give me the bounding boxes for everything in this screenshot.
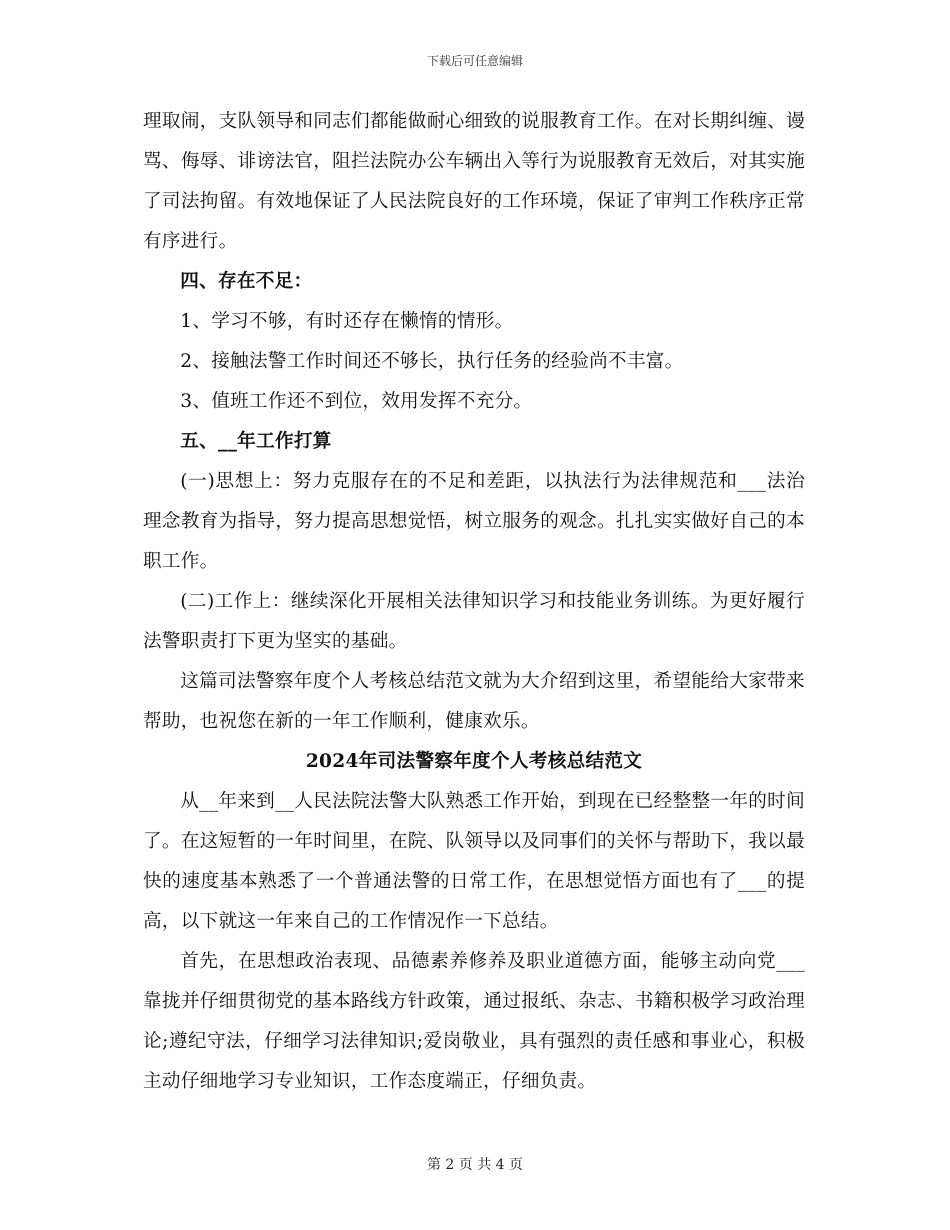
document-body [143,102,805,1102]
list-item-shortcoming-3: 3、值班工作还不到位，效用发挥不充分。 [180,391,533,412]
section-heading-work-plan: 五、__年工作打算 [180,431,332,452]
paragraph-intro: 从__年来到__人民法院法警大队熟悉工作开始，到现在已经整整一年的时间了。在这短暂的一年时间里，在院、队领导以及同事们的关怀与帮助下，我以最快的速度基本熟悉了一个普通法警的日常工作，在思想觉悟方面也有了___的提高，以下就这一年来自己的工作情况作一下总结。 [143,791,805,932]
paragraph-plan-work: (二)工作上：继续深化开展相关法律知识学习和技能业务训练。为更好履行法警职责打下更为坚实的基础。 [143,591,805,652]
paragraph-plan-thought: (一)思想上：努力克服存在的不足和差距，以执法行为法律规范和___法治理念教育为指导，努力提高思想觉悟，树立服务的观念。扎扎实实做好自己的本职工作。 [143,471,805,572]
section-heading-shortcomings: 四、存在不足： [180,271,313,292]
paragraph-first-point: 首先，在思想政治表现、品德素养修养及职业道德方面，能够主动向党___靠拢并仔细贯彻党的基本路线方针政策，通过报纸、杂志、书籍积极学习政治理论;遵纪守法，仔细学习法律知识;爱岗敬业，具有强烈的责任感和事业心，积极主动仔细地学习专业知识，工作态度端正，仔细负责。 [143,951,805,1092]
article-title: 2024年司法警察年度个人考核总结范文 [305,751,643,772]
list-item-shortcoming-2: 2、接触法警工作时间还不够长，执行任务的经验尚不丰富。 [180,351,684,372]
list-item-shortcoming-1: 1、学习不够，有时还存在懒惰的情形。 [180,311,514,332]
page-footer: 第 2 页 共 4 页 [426,1157,524,1173]
paragraph-closing: 这篇司法警察年度个人考核总结范文就为大介绍到这里，希望能给大家带来帮助，也祝您在新的一年工作顺利，健康欢乐。 [143,671,805,732]
page-header: 下载后可任意编辑 [426,54,523,68]
paragraph-continued: 理取闹，支队领导和同志们都能做耐心细致的说服教育工作。在对长期纠缠、谩骂、侮辱、诽谤法官，阻拦法院办公车辆出入等行为说服教育无效后，对其实施了司法拘留。有效地保证了人民法院良好的工作环境，保证了审判工作秩序正常有序进行。 [143,111,805,252]
